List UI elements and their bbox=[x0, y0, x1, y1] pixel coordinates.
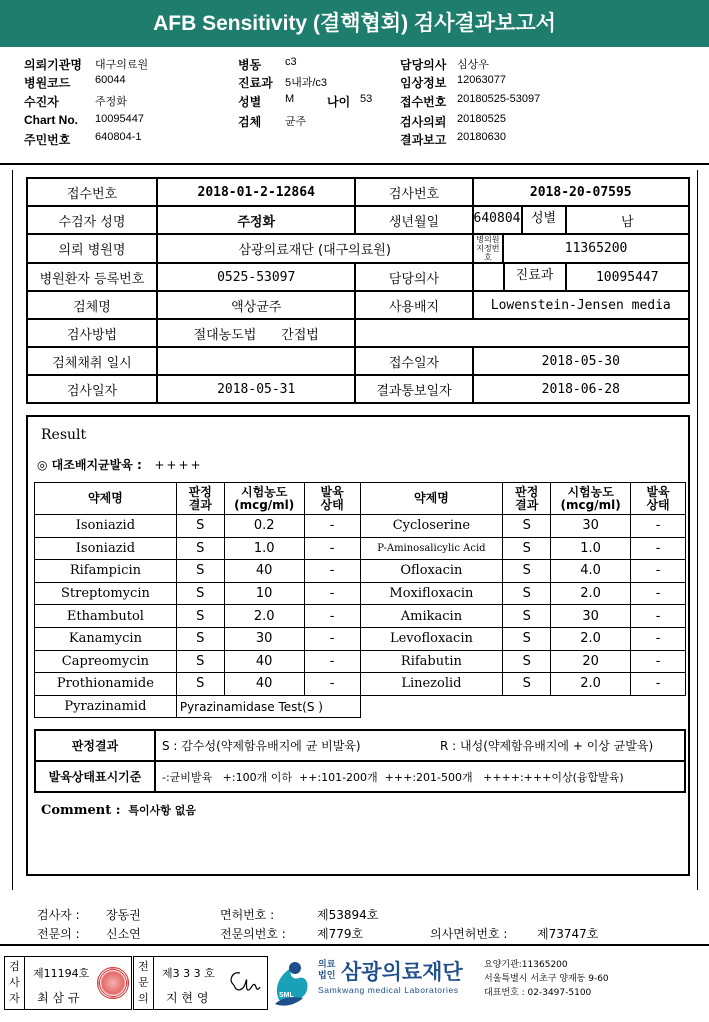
growth-status: - bbox=[304, 560, 360, 583]
info-value bbox=[157, 347, 356, 375]
signature-icon bbox=[226, 967, 262, 1001]
growth-status: - bbox=[304, 515, 360, 538]
control-label: 대조배지균발육 : bbox=[51, 458, 142, 472]
logo-name: 삼광의료재단 bbox=[341, 960, 463, 984]
box-label bbox=[5, 957, 25, 1009]
growth-status: - bbox=[631, 582, 686, 605]
info-value: 2018-01-2-12864 bbox=[157, 178, 356, 206]
judgement: S bbox=[503, 560, 551, 583]
header-label: 담당의사 bbox=[400, 58, 447, 72]
judgement: S bbox=[503, 537, 551, 560]
growth-status: - bbox=[631, 627, 686, 650]
header-label: 진료과 bbox=[238, 76, 273, 90]
judge-values bbox=[155, 730, 685, 761]
empty-cell bbox=[360, 695, 685, 718]
info-label: 결과통보일자 bbox=[355, 375, 472, 403]
header-value: 20180525 bbox=[457, 113, 506, 125]
header-label: 접수번호 bbox=[400, 95, 447, 109]
concentration: 4.0 bbox=[551, 560, 631, 583]
pza-test: Pyrazinamidase Test(S ) bbox=[176, 695, 360, 718]
criteria-table bbox=[34, 729, 686, 793]
table-row bbox=[35, 650, 686, 673]
info-value bbox=[474, 264, 503, 290]
drug-name: Linezolid bbox=[360, 673, 503, 696]
judge-s: S : 감수성(약제함유배지에 균 비발육) bbox=[162, 739, 361, 753]
info-label: 의뢰 병원명 bbox=[27, 234, 157, 263]
concentration: 2.0 bbox=[551, 582, 631, 605]
header-label: 의뢰기관명 bbox=[24, 58, 82, 72]
header-info bbox=[0, 47, 709, 165]
header-label: 주민번호 bbox=[24, 133, 71, 147]
info-value: 0525-53097 bbox=[157, 263, 356, 291]
judgement: S bbox=[176, 560, 224, 583]
header-label: Chart No. bbox=[24, 113, 78, 127]
info-label: 수검자 성명 bbox=[27, 206, 157, 234]
header-label: 병동 bbox=[238, 58, 262, 72]
growth-status: - bbox=[631, 515, 686, 538]
drug-name: Isoniazid bbox=[35, 515, 177, 538]
growth-status: - bbox=[304, 537, 360, 560]
drug-name: Prothionamide bbox=[35, 673, 177, 696]
header-value: c3 bbox=[285, 56, 297, 68]
table-row bbox=[27, 263, 689, 291]
header-value: 12063077 bbox=[457, 74, 506, 86]
judgement: S bbox=[503, 582, 551, 605]
box-label-char: 문 bbox=[138, 976, 149, 989]
table-row bbox=[35, 560, 686, 583]
info-label: 생년월일 bbox=[355, 206, 472, 234]
concentration: 2.0 bbox=[224, 605, 304, 628]
box-label-char: 사 bbox=[9, 976, 20, 989]
method-indirect: 간접법 bbox=[281, 327, 319, 343]
table-row bbox=[35, 673, 686, 696]
box-label bbox=[134, 957, 154, 1009]
comment-value: 특이사항 없음 bbox=[128, 804, 197, 817]
table-row bbox=[27, 375, 689, 403]
table-row bbox=[27, 178, 689, 206]
info-label: 병원환자 등록번호 bbox=[27, 263, 157, 291]
header-label: 검체 bbox=[238, 115, 262, 129]
judgement: S bbox=[176, 537, 224, 560]
concentration: 1.0 bbox=[224, 537, 304, 560]
drug-susceptibility-table bbox=[34, 482, 686, 718]
concentration: 2.0 bbox=[551, 627, 631, 650]
box-label-char: 의 bbox=[138, 992, 149, 1005]
info-value: 11365200 bbox=[503, 234, 689, 263]
page-right-rule bbox=[697, 170, 698, 890]
page-left-rule bbox=[12, 170, 13, 890]
judgement: S bbox=[176, 515, 224, 538]
table-row bbox=[35, 627, 686, 650]
license-number: 제53894호 bbox=[317, 908, 379, 922]
box-label-char: 검 bbox=[9, 960, 20, 973]
sml-logo-icon bbox=[271, 958, 315, 1008]
drug-name: Rifabutin bbox=[360, 650, 503, 673]
table-row bbox=[27, 291, 689, 319]
specialist-seal-name: 지 현 영 bbox=[166, 991, 209, 1005]
logo-prefix-line: 법인 bbox=[318, 971, 336, 981]
col-header: 시험농도 (mcg/ml) bbox=[224, 483, 304, 515]
info-label: 접수번호 bbox=[27, 178, 157, 206]
age-label: 나이 bbox=[327, 95, 351, 109]
info-value: 640804 bbox=[473, 211, 521, 226]
info-label: 담당의사 bbox=[355, 263, 472, 291]
judgement: S bbox=[176, 627, 224, 650]
doctor-license-number: 제73747호 bbox=[537, 927, 599, 941]
growth-status: - bbox=[304, 650, 360, 673]
drug-name: Moxifloxacin bbox=[360, 582, 503, 605]
drug-name: Streptomycin bbox=[35, 582, 177, 605]
info-value: 2018-05-30 bbox=[473, 347, 689, 375]
drug-name: Capreomycin bbox=[35, 650, 177, 673]
judge-r: R : 내성(약제함유배지에 + 이상 균발육) bbox=[440, 739, 654, 753]
drug-name: Rifampicin bbox=[35, 560, 177, 583]
header-label: 임상정보 bbox=[400, 76, 447, 90]
specialist-no-label: 전문의번호 : bbox=[220, 927, 286, 941]
contact-info bbox=[484, 958, 609, 1000]
inspector-label: 검사자 : bbox=[37, 908, 80, 922]
inspector-name: 장동권 bbox=[106, 908, 141, 922]
specialist-name: 신소연 bbox=[106, 927, 141, 941]
logo-prefix-line: 의료 bbox=[318, 960, 336, 970]
info-value: 주정화 bbox=[157, 206, 356, 234]
concentration: 40 bbox=[224, 560, 304, 583]
inspector-seal-name: 최 삼 규 bbox=[37, 991, 80, 1005]
judgement: S bbox=[176, 605, 224, 628]
col-header: 약제명 bbox=[35, 483, 177, 515]
empty-cell bbox=[355, 319, 689, 347]
box-label-char: 전 bbox=[138, 960, 149, 973]
concentration: 0.2 bbox=[224, 515, 304, 538]
judgement: S bbox=[503, 650, 551, 673]
info-value: Lowenstein-Jensen media bbox=[473, 291, 689, 319]
concentration: 30 bbox=[224, 627, 304, 650]
contact-line: 요양기관:11365200 bbox=[484, 960, 568, 970]
drug-name: Pyrazinamid bbox=[35, 695, 177, 718]
footer-divider bbox=[0, 944, 709, 946]
info-label: 검체명 bbox=[27, 291, 157, 319]
table-row bbox=[35, 761, 685, 792]
specialist-seal-number: 제3 3 3 호 bbox=[162, 967, 215, 980]
header-value: 대구의료원 bbox=[95, 59, 149, 71]
table-header-row bbox=[35, 483, 686, 515]
judgement: S bbox=[176, 673, 224, 696]
result-heading: Result bbox=[41, 427, 87, 443]
specialist-label: 전문의 : bbox=[37, 927, 80, 941]
info-label: 검체채취 일시 bbox=[27, 347, 157, 375]
header-label: 병원코드 bbox=[24, 76, 71, 90]
info-label-line: 병의원 bbox=[476, 235, 500, 244]
table-row bbox=[35, 582, 686, 605]
concentration: 40 bbox=[224, 650, 304, 673]
growth-status: - bbox=[304, 582, 360, 605]
col-header: 발육 상태 bbox=[304, 483, 360, 515]
license-label: 면허번호 : bbox=[220, 908, 275, 922]
info-value: 액상균주 bbox=[157, 291, 356, 319]
drug-rows bbox=[35, 515, 686, 696]
header-value: M bbox=[285, 93, 295, 105]
table-row bbox=[35, 515, 686, 538]
info-value: 2018-20-07595 bbox=[473, 178, 689, 206]
growth-status: - bbox=[631, 605, 686, 628]
info-label-line: 지정번호 bbox=[476, 244, 500, 262]
judge-label: 판정결과 bbox=[35, 730, 155, 761]
concentration: 1.0 bbox=[551, 537, 631, 560]
judgement: S bbox=[503, 515, 551, 538]
judgement: S bbox=[176, 582, 224, 605]
comment bbox=[41, 802, 196, 818]
logo-prefix bbox=[318, 960, 335, 982]
header-label: 성별 bbox=[238, 95, 262, 109]
contact-line: 대표번호 : 02-3497-5100 bbox=[484, 988, 592, 998]
header-value: 5내과/c3 bbox=[285, 77, 328, 89]
inspector-seal-number: 제11194호 bbox=[33, 967, 90, 980]
inspector-signature-box bbox=[4, 956, 132, 1010]
info-label: 성별 bbox=[521, 207, 565, 233]
concentration: 40 bbox=[224, 673, 304, 696]
table-row bbox=[35, 537, 686, 560]
info-value: 남 bbox=[566, 206, 690, 234]
concentration: 10 bbox=[224, 582, 304, 605]
drug-name: Isoniazid bbox=[35, 537, 177, 560]
header-value: 심상우 bbox=[457, 59, 489, 71]
info-label: 사용배지 bbox=[355, 291, 472, 319]
judgement: S bbox=[503, 627, 551, 650]
concentration: 30 bbox=[551, 515, 631, 538]
header-value: 640804-1 bbox=[95, 131, 142, 143]
header-value: 20180630 bbox=[457, 131, 506, 143]
doctor-license-label: 의사면허번호 : bbox=[430, 927, 508, 941]
growth-status: - bbox=[631, 537, 686, 560]
info-value-pair bbox=[473, 206, 566, 234]
header-value: 60044 bbox=[95, 74, 126, 86]
col-header: 판정 결과 bbox=[176, 483, 224, 515]
drug-name: Ofloxacin bbox=[360, 560, 503, 583]
concentration: 2.0 bbox=[551, 673, 631, 696]
header-value: 주정화 bbox=[95, 96, 127, 108]
seal-stamp-icon bbox=[97, 967, 129, 999]
growth-status: - bbox=[631, 560, 686, 583]
header-value: 20180525-53097 bbox=[457, 93, 541, 105]
growth-status: - bbox=[304, 673, 360, 696]
col-header: 시험농도 (mcg/ml) bbox=[551, 483, 631, 515]
table-row bbox=[35, 605, 686, 628]
drug-name: Ethambutol bbox=[35, 605, 177, 628]
header-label: 결과보고 bbox=[400, 133, 447, 147]
control-growth bbox=[37, 456, 203, 473]
drug-name: P-Aminosalicylic Acid bbox=[360, 537, 503, 560]
table-row bbox=[27, 319, 689, 347]
col-header: 판정 결과 bbox=[503, 483, 551, 515]
sml-badge: SML bbox=[279, 992, 294, 999]
method-absolute: 절대농도법 bbox=[193, 327, 257, 343]
info-value: 10095447 bbox=[566, 263, 690, 291]
logo-subtitle: Samkwang medical Laboratories bbox=[318, 985, 459, 995]
growth-status: - bbox=[304, 605, 360, 628]
bullet-icon: ◎ bbox=[37, 458, 48, 472]
info-label: 검사일자 bbox=[27, 375, 157, 403]
col-header: 약제명 bbox=[360, 483, 503, 515]
info-value: 2018-06-28 bbox=[473, 375, 689, 403]
info-value: 삼광의료재단 (대구의료원) bbox=[157, 234, 473, 263]
drug-name: Kanamycin bbox=[35, 627, 177, 650]
table-row bbox=[35, 730, 685, 761]
table-row bbox=[35, 695, 686, 718]
growth-status: - bbox=[631, 673, 686, 696]
control-value: ++++ bbox=[154, 458, 203, 472]
info-label: 검사번호 bbox=[355, 178, 472, 206]
col-header: 발육 상태 bbox=[631, 483, 686, 515]
specialist-signature-box bbox=[133, 956, 268, 1010]
info-label: 진료과 bbox=[503, 264, 565, 290]
header-label: 검사의뢰 bbox=[400, 115, 447, 129]
specialist-number: 제779호 bbox=[317, 927, 364, 941]
info-value bbox=[157, 319, 356, 347]
header-value: 균주 bbox=[285, 116, 307, 128]
report-title: AFB Sensitivity (결핵협회) 검사결과보고서 bbox=[0, 0, 709, 47]
concentration: 30 bbox=[551, 605, 631, 628]
growth-status: - bbox=[304, 627, 360, 650]
info-label bbox=[473, 234, 504, 263]
table-row bbox=[27, 234, 689, 263]
table-row bbox=[27, 206, 689, 234]
judgement: S bbox=[503, 605, 551, 628]
specimen-info-table bbox=[26, 177, 690, 404]
judgement: S bbox=[503, 673, 551, 696]
info-value-pair bbox=[473, 263, 566, 291]
growth-text: -:균비발육 +:100개 이하 ++:101-200개 +++:201-500개 ++++:+++이상(융합발육) bbox=[155, 761, 685, 792]
drug-name: Levofloxacin bbox=[360, 627, 503, 650]
judgement: S bbox=[176, 650, 224, 673]
growth-status: - bbox=[631, 650, 686, 673]
box-label-char: 자 bbox=[9, 992, 20, 1005]
drug-name: Amikacin bbox=[360, 605, 503, 628]
drug-name: Cycloserine bbox=[360, 515, 503, 538]
comment-label: Comment : bbox=[41, 803, 121, 818]
contact-line: 서울특별시 서초구 양재동 9-60 bbox=[484, 974, 609, 984]
header-divider bbox=[0, 163, 709, 165]
table-row bbox=[27, 347, 689, 375]
info-value: 2018-05-31 bbox=[157, 375, 356, 403]
growth-label: 발육상태표시기준 bbox=[35, 761, 155, 792]
concentration: 20 bbox=[551, 650, 631, 673]
age-value: 53 bbox=[360, 93, 373, 105]
info-label: 접수일자 bbox=[355, 347, 472, 375]
header-label: 수진자 bbox=[24, 95, 59, 109]
header-value: 10095447 bbox=[95, 113, 144, 125]
info-label: 검사방법 bbox=[27, 319, 157, 347]
